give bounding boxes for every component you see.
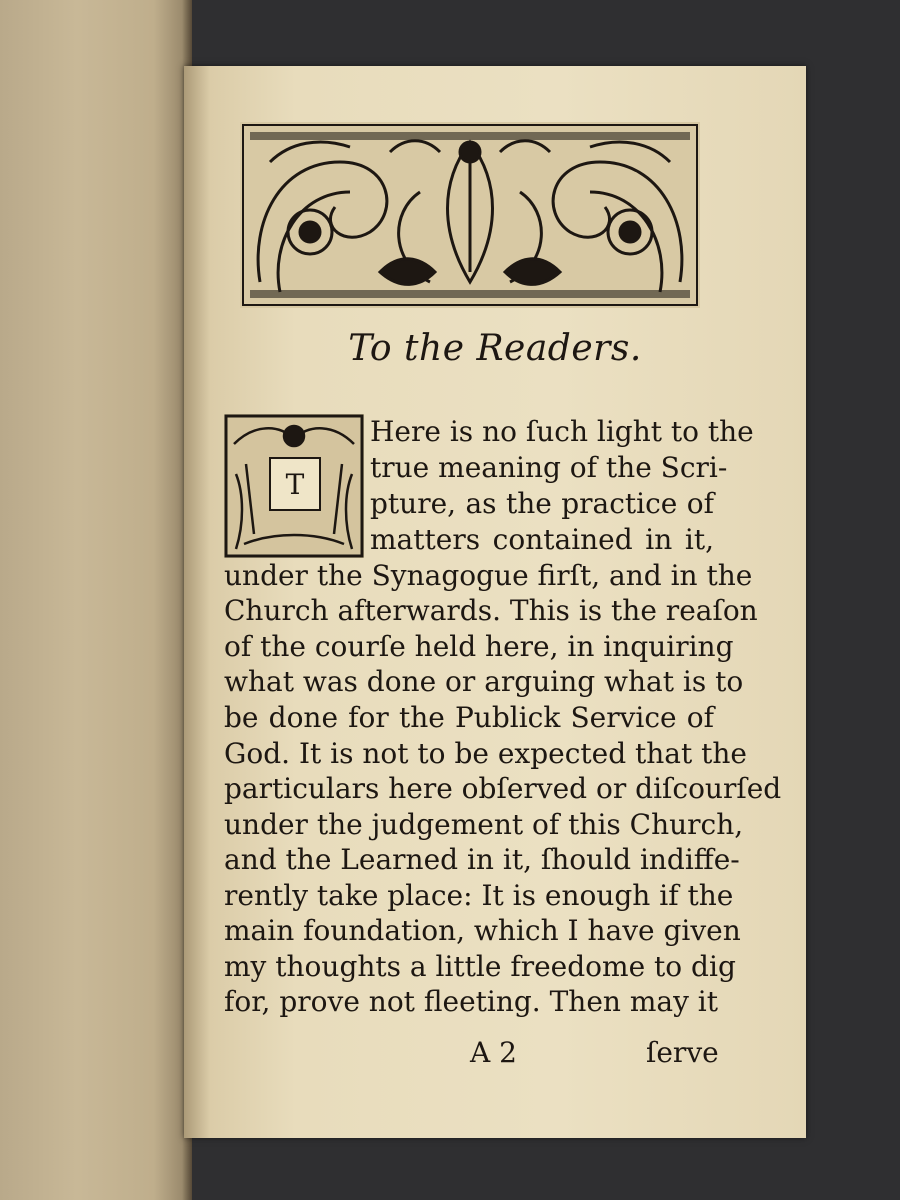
text-line: God. It is not to be expected that the [224, 737, 748, 770]
text-line: rently take place: It is enough if the [224, 879, 734, 912]
text-line: particulars here obſerved or diſcourſed [224, 772, 782, 805]
text-line: for, prove not fleeting. Then may it [224, 985, 718, 1018]
floral-headpiece-icon [240, 122, 700, 308]
text-line: be done for the Publick Service of [224, 701, 714, 734]
page-title: To the Readers. [348, 328, 642, 369]
signature-mark: A 2 [470, 1036, 517, 1069]
text-line: under the Synagogue firſt, and in the [224, 559, 753, 592]
text-line: true meaning of the Scri- [370, 451, 728, 484]
text-line: what was done or arguing what is to [224, 665, 744, 698]
text-line: main foundation, which I have given [224, 914, 741, 947]
text-line: of the courſe held here, in inquiring [224, 630, 734, 663]
text-line: under the judgement of this Church, [224, 808, 744, 841]
text-line: Here is no ſuch light to the [370, 415, 754, 448]
book-page [184, 66, 806, 1138]
text-line: pture, as the practice of [370, 487, 714, 520]
initial-letter: T [285, 468, 305, 501]
text-line: Church afterwards. This is the reaſon [224, 594, 758, 627]
decorated-initial-icon [224, 414, 364, 558]
page-gutter-shadow [184, 66, 210, 1138]
catchword: ſerve [646, 1036, 719, 1069]
facing-page [0, 0, 192, 1200]
text-line: and the Learned in it, ſhould indiffe- [224, 843, 740, 876]
text-line: matters contained in it, [370, 523, 714, 556]
text-line: my thoughts a little freedome to dig [224, 950, 736, 983]
